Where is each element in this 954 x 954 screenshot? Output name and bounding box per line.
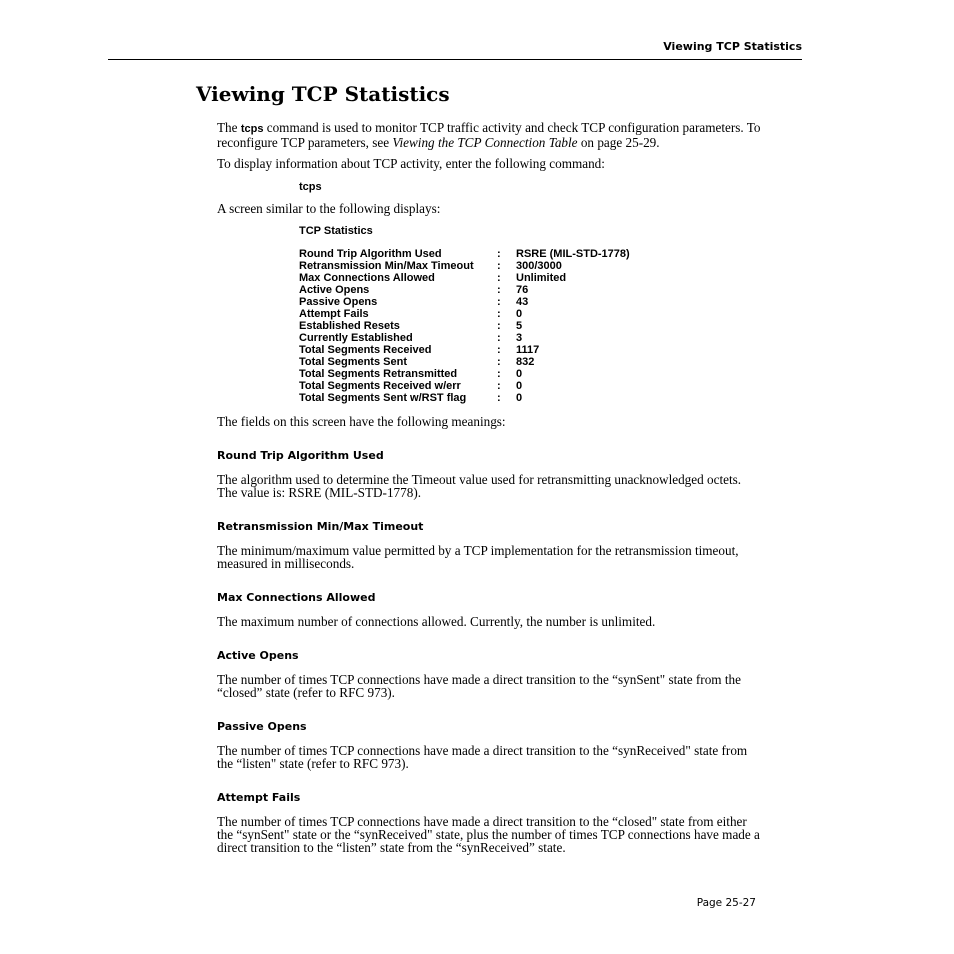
stat-separator: : [497, 332, 501, 344]
stat-label: Currently Established [299, 332, 413, 344]
section-text: The minimum/maximum value permitted by a TCP implementation for the retransmission timeout, measured in milliseconds. [217, 543, 739, 572]
stat-separator: : [497, 260, 501, 272]
stats-row [299, 380, 630, 392]
stat-label: Established Resets [299, 320, 400, 332]
stat-value: 1117 [516, 344, 540, 356]
stat-label: Total Segments Received w/err [299, 380, 461, 392]
stat-separator: : [497, 380, 501, 392]
stat-value: 832 [516, 356, 535, 368]
stats-row [299, 320, 630, 332]
section-text: The number of times TCP connections have made a direct transition to the “closed" state from either the “synSent" state or the “synReceived" state, plus the number of times TCP connections have made a direct transition to the “listen” state from the “synReceived” state. [217, 814, 760, 856]
page-number: Page 25-27 [696, 897, 756, 909]
running-header: Viewing TCP Statistics [663, 40, 802, 53]
stat-separator: : [497, 296, 501, 308]
section-heading: Attempt Fails [217, 791, 301, 804]
stat-label: Attempt Fails [299, 308, 369, 320]
inline-command: tcps [240, 123, 264, 135]
stats-row [299, 260, 630, 272]
stat-separator: : [497, 272, 501, 284]
fields-intro: The fields on this screen have the following meanings: [217, 414, 506, 429]
stat-separator: : [497, 284, 501, 296]
stats-row [299, 284, 630, 296]
stats-row [299, 344, 630, 356]
header-rule [108, 59, 802, 60]
intro-text-middle: command is used to monitor TCP traffic activity and check TCP configuration parameters. To reconfigure TCP parameters, see [217, 120, 761, 151]
stat-value: 76 [516, 284, 529, 296]
stat-separator: : [497, 320, 501, 332]
section-text: The number of times TCP connections have made a direct transition to the “synSent" state from the “closed” state (refer to RFC 973). [217, 672, 741, 701]
stat-label: Total Segments Sent w/RST flag [299, 392, 467, 404]
stat-label: Round Trip Algorithm Used [299, 248, 442, 260]
stat-label: Active Opens [299, 284, 370, 296]
tcp-statistics-table [299, 248, 630, 404]
intro-text-start: The [217, 120, 241, 135]
section-heading: Passive Opens [217, 720, 307, 733]
section-heading: Retransmission Min/Max Timeout [217, 520, 424, 533]
intro-paragraph [217, 121, 762, 149]
stat-label: Total Segments Sent [299, 356, 407, 368]
section-heading: Active Opens [217, 649, 299, 662]
stat-label: Total Segments Received [299, 344, 432, 356]
command-instruction: To display information about TCP activity, enter the following command: [217, 156, 605, 171]
stats-row [299, 356, 630, 368]
stat-value: 0 [516, 368, 523, 380]
stat-separator: : [497, 368, 501, 380]
screen-intro: A screen similar to the following displays: [217, 201, 441, 216]
command-example: tcps [299, 181, 322, 193]
page-title: Viewing TCP Statistics [196, 82, 450, 106]
cross-reference-link[interactable]: Viewing the TCP Connection Table [392, 135, 578, 151]
stat-separator: : [497, 356, 501, 368]
section-text: The maximum number of connections allowed. Currently, the number is unlimited. [217, 614, 656, 629]
stats-row [299, 308, 630, 320]
intro-text-end: on page 25-29. [577, 135, 660, 151]
section-text: The algorithm used to determine the Timeout value used for retransmitting unacknowledged octets. The value is: RSRE (MIL-STD-1778). [217, 472, 742, 501]
section-heading: Round Trip Algorithm Used [217, 449, 384, 462]
stat-separator: : [497, 308, 501, 320]
stat-label: Max Connections Allowed [299, 272, 435, 284]
stat-separator: : [497, 392, 501, 404]
stat-value: 5 [516, 320, 523, 332]
stats-row [299, 272, 630, 284]
stat-value: 0 [516, 380, 523, 392]
stats-row [299, 332, 630, 344]
section-text: The number of times TCP connections have made a direct transition to the “synReceived" state from the “listen" state (refer to RFC 973). [217, 743, 748, 772]
stat-value: 0 [516, 308, 523, 320]
stat-value: RSRE (MIL-STD-1778) [516, 248, 630, 260]
stats-row [299, 248, 630, 260]
screen-heading: TCP Statistics [299, 225, 373, 237]
stat-label: Passive Opens [299, 296, 378, 308]
section-heading: Max Connections Allowed [217, 591, 376, 604]
stat-value: 300/3000 [516, 260, 562, 272]
stat-separator: : [497, 248, 501, 260]
stats-row [299, 392, 630, 404]
stat-label: Retransmission Min/Max Timeout [299, 260, 474, 272]
stat-separator: : [497, 344, 501, 356]
stat-label: Total Segments Retransmitted [299, 368, 458, 380]
stats-row [299, 368, 630, 380]
stat-value: 3 [516, 332, 523, 344]
stat-value: 0 [516, 392, 523, 404]
stat-value: Unlimited [516, 272, 567, 284]
stats-row [299, 296, 630, 308]
stat-value: 43 [516, 296, 529, 308]
